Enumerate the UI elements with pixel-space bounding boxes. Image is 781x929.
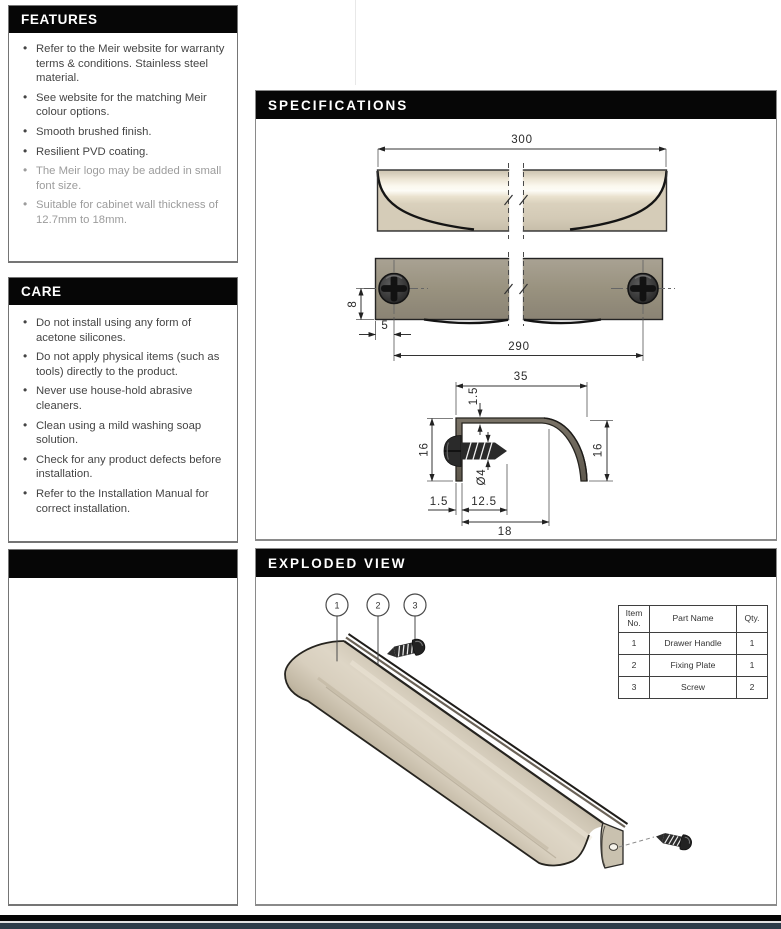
dim-label: 1.5	[468, 386, 480, 406]
features-title: FEATURES	[21, 12, 98, 27]
specifications-section	[255, 90, 777, 541]
exploded-view-header	[256, 549, 776, 577]
dim-length-300	[378, 134, 666, 167]
footer-accent-bar	[0, 923, 781, 929]
cell-part-name: Drawer Handle	[650, 633, 737, 655]
care-header	[9, 278, 237, 305]
break-gap	[509, 252, 523, 326]
cell-qty: 1	[737, 633, 768, 655]
blank-section-header	[9, 550, 237, 578]
care-item: • Do not install using any form of acetone silicones.	[22, 316, 227, 345]
parts-table-header-row	[619, 606, 768, 633]
back-view-drawing	[347, 252, 675, 361]
right-screw-icon	[628, 274, 658, 304]
parts-table	[618, 605, 768, 699]
page-fold-line	[355, 0, 356, 85]
dim-label: 16	[592, 442, 605, 458]
col-header-part-name: Part Name	[650, 606, 737, 633]
care-section	[8, 277, 238, 543]
care-item: • Never use house-hold abrasive cleaners.	[22, 384, 227, 413]
dim-label: 5	[381, 320, 389, 332]
dim-label: Ø4	[476, 468, 488, 486]
cell-item-no: 3	[619, 677, 650, 699]
features-item: • Smooth brushed finish.	[22, 125, 227, 140]
col-header-item-no: Item No.	[619, 606, 650, 633]
exploded-view-title: EXPLODED VIEW	[268, 555, 407, 571]
specifications-title: SPECIFICATIONS	[268, 97, 409, 113]
features-list	[9, 33, 237, 228]
dim-label: 300	[511, 134, 533, 146]
profile-view-drawing	[419, 371, 614, 538]
exploded-view-section	[255, 548, 777, 906]
cell-part-name: Screw	[650, 677, 737, 699]
parts-table-row	[619, 655, 768, 677]
features-item: • Resilient PVD coating.	[22, 145, 227, 160]
care-item: • Do not apply physical items (such as tools) directly to the product.	[22, 350, 227, 379]
dim-label: 290	[508, 341, 530, 353]
dim-right-height-16	[589, 421, 613, 482]
cell-qty: 1	[737, 655, 768, 677]
care-item: • Clean using a mild washing soap solution.	[22, 419, 227, 448]
cell-part-name: Fixing Plate	[650, 655, 737, 677]
parts-table-row	[619, 633, 768, 655]
dim-label: 18	[497, 526, 513, 538]
dim-label: 35	[513, 371, 529, 383]
dim-label: 8	[347, 300, 359, 308]
balloon-3-label: 3	[412, 600, 418, 611]
parts-table-row	[619, 677, 768, 699]
dim-screw-height-8	[347, 289, 376, 320]
col-header-qty: Qty.	[737, 606, 768, 633]
dim-flange-thickness	[468, 387, 480, 435]
features-section	[8, 5, 238, 263]
balloon-1-label: 1	[334, 600, 340, 611]
care-item: • Check for any product defects before installation.	[22, 453, 227, 482]
care-list	[9, 305, 237, 516]
front-view-drawing	[378, 134, 667, 239]
care-title: CARE	[21, 284, 62, 299]
dim-label: 16	[418, 442, 431, 457]
screw-bottom-icon	[654, 829, 693, 851]
dim-label: 12.5	[471, 496, 497, 508]
handle-3d-drawing	[285, 634, 628, 868]
blank-section	[8, 549, 238, 906]
features-item: • Refer to the Meir website for warranty terms & conditions. Stainless steel material.	[22, 42, 227, 86]
dim-label: 1.5	[429, 496, 449, 508]
features-item: • Suitable for cabinet wall thickness of 12.7mm to 18mm.	[22, 198, 227, 227]
care-item: • Refer to the Installation Manual for correct installation.	[22, 487, 227, 516]
profile-screw-icon	[444, 436, 507, 467]
screw-top-icon	[385, 637, 426, 661]
features-item: • See website for the matching Meir colour options.	[22, 91, 227, 120]
features-item: • The Meir logo may be added in small font size.	[22, 164, 227, 193]
cell-item-no: 2	[619, 655, 650, 677]
screw-hole	[609, 844, 617, 851]
specifications-drawing	[256, 119, 774, 538]
cell-qty: 2	[737, 677, 768, 699]
cell-item-no: 1	[619, 633, 650, 655]
specifications-header	[256, 91, 776, 119]
left-screw-icon	[379, 274, 409, 304]
features-header	[9, 6, 237, 33]
handle-face	[285, 641, 605, 865]
dim-edge-offset-5	[359, 317, 411, 361]
balloon-2-label: 2	[375, 600, 381, 611]
dim-plate-thickness	[428, 483, 462, 526]
break-gap	[509, 163, 523, 239]
